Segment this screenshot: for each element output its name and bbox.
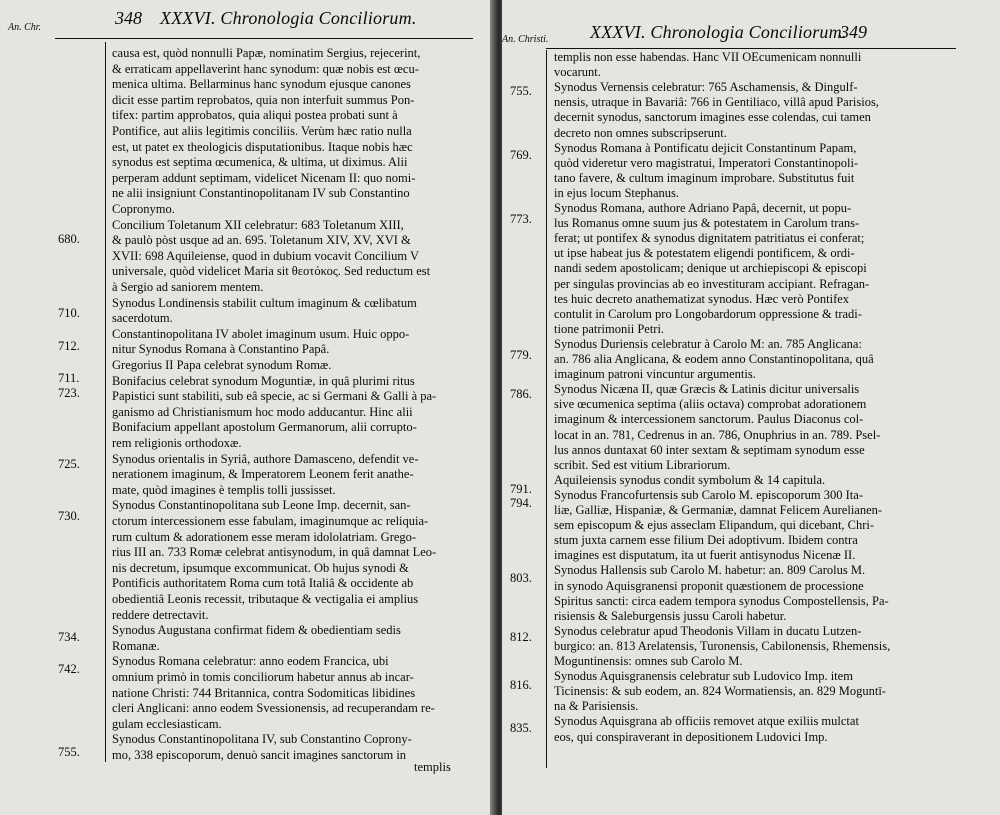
text-line: & erraticam appellaverint hanc synodum: quæ nobis est œcu- — [112, 61, 419, 76]
text-line: na & Parisiensis. — [554, 699, 639, 714]
year-label: 711. — [58, 371, 80, 385]
text-line: nensis, utraque in Bavariâ: 766 in Gentiliaco, villâ apud Parisios, — [554, 95, 879, 110]
page-number-right: 349 — [840, 22, 867, 42]
year-label: 773. — [510, 212, 532, 226]
text-line: XVII: 698 Aquileiense, quod in dubium vocavit Concilium V — [112, 248, 420, 263]
text-line: obedientiâ Leonis recessit, tributaque & vectigalia ei amplius — [112, 592, 419, 606]
text-line: causa est, quòd nonnulli Papæ, nominatim Sergius, rejecerint, — [112, 46, 421, 60]
text-line: universale, quòd videlicet Maria sit θεοτόκος. Sed reductum est — [112, 264, 431, 279]
text-line: est, ut patet ex theologicis disputationibus. Itaque nobis hæc — [112, 139, 413, 154]
text-line: per singulas provincias ab eo investituram accipiant. Refragan- — [554, 276, 870, 291]
catchword: templis — [414, 760, 451, 774]
text-line: risiensis & Saleburgensis jussu Caroli habetur. — [554, 608, 787, 623]
year-label: 742. — [58, 662, 80, 676]
text-line: Synodus Romana à Pontificatu dejicit Constantinum Papam, — [554, 140, 857, 155]
text-line: imaginum patroni vincuntur argumentis. — [554, 367, 756, 382]
text-line: Constantinopolitana IV abolet imaginum usum. Huic oppo- — [112, 326, 410, 341]
text-line: templis non esse habendas. Hanc VII OEcumenicam nonnulli — [554, 50, 862, 64]
year-label: 734. — [58, 630, 80, 644]
text-line: sive œcumenica septima (aliis octava) comprobat adorationem — [554, 397, 867, 412]
text-line: ne alii insigniunt Constantinopolitanam IV sub Constantino — [112, 186, 410, 201]
text-line: imaginum & intercessionem sanctorum. Paulus Diaconus col- — [554, 412, 864, 427]
text-line: in synodo Aquisgranensi proponit quæstionem de processione — [554, 578, 864, 593]
year-label: 779. — [510, 348, 532, 362]
text-line: ferat; ut pontifex & synodus dignitatem patritiatus ei conferat; — [554, 231, 865, 246]
margin-label-right: An. Christi. — [502, 34, 549, 45]
text-line: liæ, Galliæ, Hispaniæ, & Germaniæ, damnat Felicem Aurelianen- — [554, 503, 883, 517]
text-line: mo, 338 episcoporum, denuò sancit imagines sanctorum in — [112, 748, 407, 762]
text-line: eos, qui conspiraverant in depositionem Ludovici Imp. — [554, 729, 828, 744]
text-line: Synodus Hallensis sub Carolo M. habetur: an. 809 Carolus M. — [554, 563, 866, 578]
text-line: scribit. Sed est vitium Librariorum. — [554, 457, 731, 472]
text-line: Synodus Francofurtensis sub Carolo M. episcoporum 300 Ita- — [554, 487, 863, 502]
head-rule-left — [55, 38, 473, 39]
year-label: 712. — [58, 339, 80, 353]
running-head-right: XXXVI. Chronologia Conciliorum. — [590, 22, 847, 42]
text-line: Copronymo. — [112, 202, 175, 216]
text-line: rem religionis orthodoxæ. — [112, 436, 242, 450]
text-line: rius III an. 733 Romæ celebrat antisynodum, in quâ damnat Leo- — [112, 545, 437, 560]
year-label: 755. — [58, 745, 80, 759]
text-line: nandi sedem apostolicam; denique ut archiepiscopi & episcopi — [554, 261, 867, 276]
text-line: Synodus Aquisgranensis celebratur sub Ludovico Imp. item — [554, 669, 853, 684]
running-head-left: XXXVI. Chronologia Conciliorum. — [160, 8, 417, 28]
text-line: Synodus Constantinopolitana sub Leone Imp. decernit, san- — [112, 498, 411, 513]
text-line: tes huic decreto anathematizat synodus. Hæc verò Pontifex — [554, 291, 850, 306]
text-line: reddere detrectavit. — [112, 607, 209, 622]
year-label: 769. — [510, 148, 532, 162]
text-line: perperam addunt septimam, videlicet Nicenam II: quo nomi- — [112, 170, 416, 185]
text-line: Pontificis authoritatem Roma cum totâ Italiâ & occidente ab — [112, 576, 414, 591]
text-line: Ticinensis: & sub eodem, an. 824 Wormatiensis, an. 829 Moguntī- — [554, 684, 886, 699]
text-line: decreto non omnes subscripserunt. — [554, 125, 727, 140]
text-line: ctorum intercessionem esse fabulam, imaginumque ac reliquia- — [112, 514, 429, 528]
text-line: mate, quòd imagines è templis tolli jussisset. — [112, 482, 336, 497]
text-line: an. 786 alia Anglicana, & eodem anno Constantinopolitana, quâ — [554, 352, 874, 366]
text-line: synodus est septima œcumenica, & ultima, ut diximus. Alii — [112, 155, 408, 170]
text-line: Spiritus sancti: circa eadem tempora synodus Compostellensis, Pa- — [554, 593, 889, 608]
text-line: natione Christi: 744 Britannica, contra Sodomiticas libidines — [112, 685, 416, 700]
text-line: locat in an. 781, Cedrenus in an. 786, Onuphrius in an. 789. Psel- — [554, 427, 881, 442]
text-line: burgico: an. 813 Arelatensis, Turonensis, Cabilonensis, Rhemensis, — [554, 638, 891, 653]
text-line: in ejus locum Stephanus. — [554, 185, 679, 200]
text-line: Synodus Londinensis stabilit cultum imaginum & cœlibatum — [112, 295, 417, 310]
text-line: Aquileiensis synodus condit symbolum & 14 capitula. — [554, 472, 826, 487]
text-line: Synodus orientalis in Syriâ, authore Damasceno, defendit ve- — [112, 451, 419, 466]
text-line: Synodus Duriensis celebratur à Carolo M: an. 785 Anglicana: — [554, 336, 862, 351]
text-line: nerationem imaginum, & Imperatorem Leonem ferit anathe- — [112, 467, 414, 482]
year-label: 730. — [58, 509, 80, 523]
text-line: lus Romanus omne suum jus & potestatem in Carolum trans- — [554, 216, 860, 231]
year-label: 755. — [510, 84, 532, 98]
text-line: Synodus Romana celebratur: anno eodem Francica, ubi — [112, 654, 389, 669]
text-line: à Sergio ad saniorem mentem. — [112, 280, 264, 294]
text-line: decernit synodus, sanctorum imagines esse colendas, cui tamen — [554, 110, 871, 125]
text-line: imagines est disputatum, ita ut fuerit antisynodus Nicenæ II. — [554, 548, 856, 563]
text-line: nitur Synodus Romana à Constantino Papâ. — [112, 342, 330, 357]
text-line: Moguntinensis: omnes sub Carolo M. — [554, 654, 743, 668]
text-line: tano favere, & cultum imaginum improbare. Substitutus fuit — [554, 170, 855, 185]
year-label: 803. — [510, 571, 532, 585]
left-page — [0, 0, 496, 815]
text-line: tione patrimonii Petri. — [554, 321, 665, 336]
year-label: 794. — [510, 496, 532, 510]
text-line: Bonifacium appellant apostolum Germanorum, alii corrupto- — [112, 420, 417, 435]
text-line: ut ipse habeat jus & potestatem eligendi pontificem, & ordi- — [554, 246, 855, 261]
text-line: lus annos duntaxat 60 inter sextam & septimam synodum esse — [554, 442, 865, 457]
text-line: Romanæ. — [112, 638, 160, 653]
text-line: Concilium Toletanum XII celebratur: 683 Toletanum XIII, — [112, 217, 404, 232]
text-line: sacerdotum. — [112, 311, 173, 326]
text-line: Synodus Aquisgrana ab officiis removet atque exiliis mulctat — [554, 714, 859, 729]
text-line: nis decretum, ipsumque excommunicat. Ob hujus synodi & — [112, 560, 409, 575]
text-line: Synodus Constantinopolitana IV, sub Constantino Coprony- — [112, 732, 412, 747]
text-line: Synodus Romana, authore Adriano Papâ, decernit, ut popu- — [554, 201, 852, 215]
year-label: 680. — [58, 232, 80, 246]
year-label: 791. — [510, 482, 532, 496]
year-label: 816. — [510, 678, 532, 692]
text-line: omnium primò in tomis conciliorum habetur annus ab incar- — [112, 670, 414, 684]
text-line: ganismo ad Christianismum hoc modo adducantur. Hinc alii — [112, 404, 413, 419]
year-label: 723. — [58, 386, 80, 400]
year-label: 786. — [510, 387, 532, 401]
text-line: vocarunt. — [554, 65, 601, 80]
margin-rule-right — [546, 50, 547, 768]
text-line: Synodus Augustana confirmat fidem & obedientiam sedis — [112, 623, 401, 638]
year-label: 710. — [58, 306, 80, 320]
year-label: 725. — [58, 457, 80, 471]
text-line: Synodus celebratur apud Theodonis Villam in ducatu Lutzen- — [554, 623, 862, 638]
text-line: tifex: partim approbatos, quia aliqui postea probati sunt à — [112, 108, 398, 123]
text-line: menica ultima. Bellarminus hanc synodum ejusque canones — [112, 77, 411, 92]
text-line: gulam ecclesiasticam. — [112, 716, 222, 731]
year-label: 835. — [510, 721, 532, 735]
text-line: quòd videretur vero magistratui, Imperatori Constantinopoli- — [554, 155, 859, 170]
text-line: sem episcopum & ejus asseclam Elipandum, qui dicebant, Chri- — [554, 518, 875, 533]
text-line: Synodus Vernensis celebratur: 765 Aschamensis, & Dingulf- — [554, 80, 858, 95]
text-line: contulit in Carolum pro Longobardorum oppressione & tradi- — [554, 306, 862, 321]
page-number-left: 348 — [115, 8, 142, 28]
year-label: 812. — [510, 630, 532, 644]
text-line: rum cultum & adorationem esse meram idololatriam. Grego- — [112, 529, 417, 544]
margin-rule-left — [105, 42, 106, 762]
text-line: Papistici sunt stabiliti, sub eâ specie, ac si Germani & Galli à pa- — [112, 389, 437, 404]
right-page — [502, 0, 1000, 815]
head-rule-right — [546, 48, 956, 49]
text-line: cleri Anglicani: anno eodem Svessionensis, ad recuperandam re- — [112, 701, 435, 716]
text-line: Pontifice, aut aliis legitimis conciliis. Verùm hæc ratio nulla — [112, 124, 412, 138]
text-line: Gregorius II Papa celebrat synodum Romæ. — [112, 358, 332, 372]
margin-label-left: An. Chr. — [8, 22, 42, 33]
text-line: dicit esse partim reprobatos, quia non interfuit summus Pon- — [112, 92, 415, 107]
text-line: Synodus Nicæna II, quæ Græcis & Latinis dicitur universalis — [554, 382, 860, 397]
text-line: stum juxta carnem esse filium Dei adoptivum. Ibidem contra — [554, 533, 858, 548]
text-line: & paulò pòst usque ad an. 695. Toletanum XIV, XV, XVI & — [112, 233, 411, 248]
text-line: Bonifacius celebrat synodum Moguntiæ, in quâ plurimi ritus — [112, 373, 415, 388]
